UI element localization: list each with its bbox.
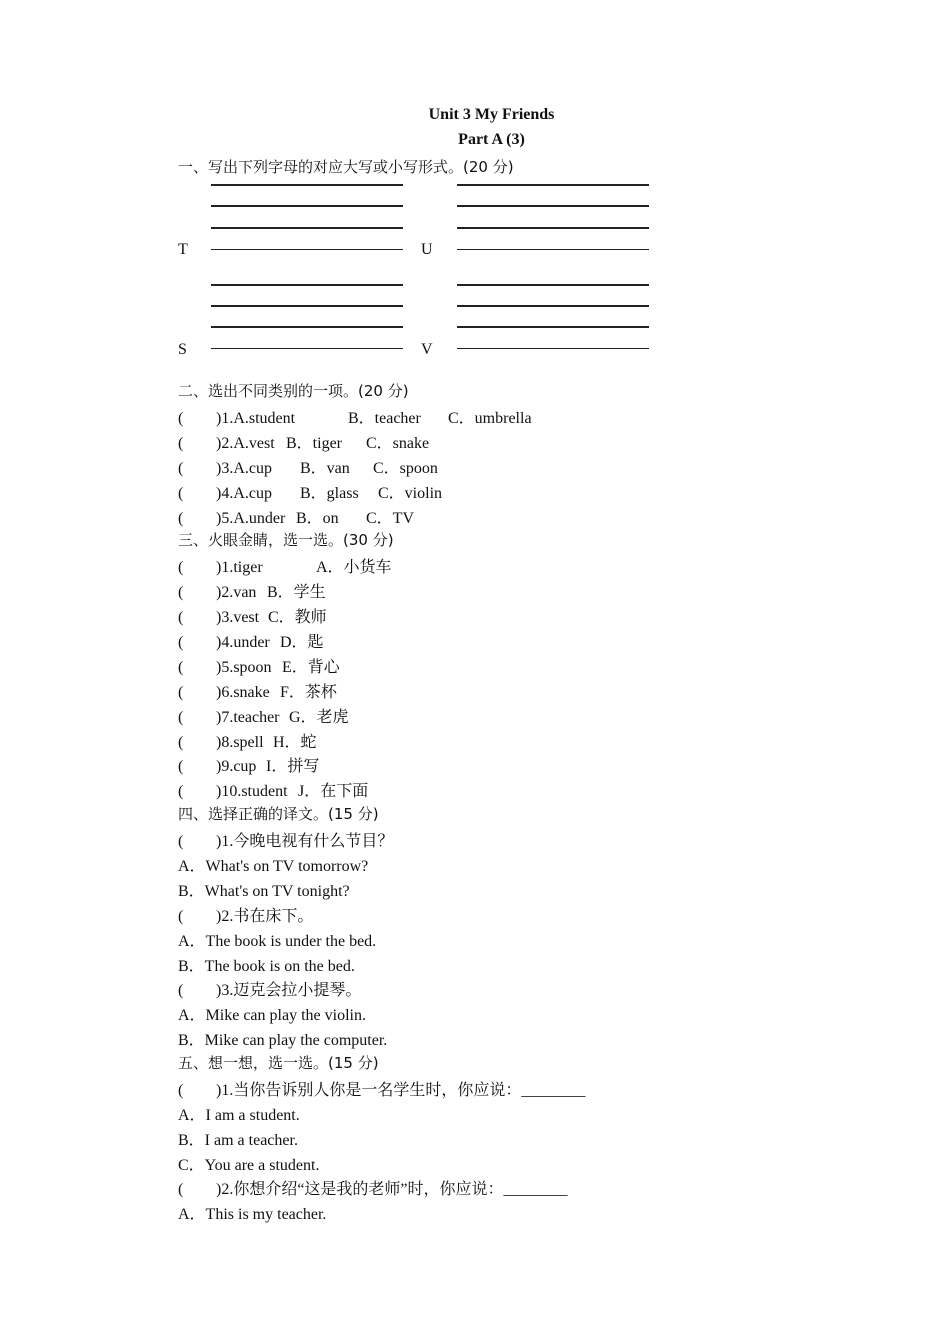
option-line bbox=[178, 1102, 300, 1125]
question-text: )5.spoon bbox=[216, 659, 272, 676]
option-c: C．snake bbox=[366, 435, 430, 452]
writing-line bbox=[211, 184, 403, 186]
answer-paren[interactable]: ( bbox=[178, 410, 184, 427]
question-text: )2.van bbox=[216, 584, 257, 601]
match-option: G．老虎 bbox=[289, 709, 349, 726]
letter-u: U bbox=[421, 241, 433, 258]
writing-line bbox=[211, 205, 403, 207]
question-row bbox=[178, 729, 317, 752]
writing-line bbox=[457, 249, 649, 250]
question-text: )1.当你告诉别人你是一名学生时，你应说：________ bbox=[216, 1082, 586, 1099]
option-line bbox=[178, 928, 376, 951]
writing-line bbox=[457, 227, 649, 229]
question-row bbox=[178, 505, 414, 528]
question-row bbox=[178, 654, 340, 677]
answer-paren[interactable]: ( bbox=[178, 634, 184, 651]
worksheet-subtitle: Part A (3) bbox=[458, 131, 525, 148]
question-row bbox=[178, 828, 393, 851]
option-text: C．You are a student. bbox=[178, 1157, 320, 1174]
option-b: B．tiger bbox=[286, 435, 342, 452]
section2-heading: 二、选出不同类别的一项。(20 分) bbox=[178, 382, 409, 400]
question-text: )6.snake bbox=[216, 684, 270, 701]
question-row bbox=[178, 554, 392, 577]
answer-paren[interactable]: ( bbox=[178, 659, 184, 676]
question-text: )2.你想介绍“这是我的老师”时，你应说：________ bbox=[216, 1181, 568, 1198]
match-option: D．匙 bbox=[280, 634, 324, 651]
option-text: B．What's on TV tonight? bbox=[178, 883, 350, 900]
section1-heading: 一、写出下列字母的对应大写或小写形式。(20 分) bbox=[178, 158, 514, 176]
match-option: J．在下面 bbox=[298, 783, 369, 800]
answer-paren[interactable]: ( bbox=[178, 1181, 184, 1198]
answer-paren[interactable]: ( bbox=[178, 709, 184, 726]
question-text: )3.迈克会拉小提琴。 bbox=[216, 982, 362, 999]
question-text: )10.student bbox=[216, 783, 288, 800]
question-row bbox=[178, 430, 429, 453]
match-option: I．拼写 bbox=[266, 758, 320, 775]
option-c: C．spoon bbox=[373, 460, 438, 477]
match-option: C．教师 bbox=[268, 609, 327, 626]
answer-paren[interactable]: ( bbox=[178, 584, 184, 601]
question-row bbox=[178, 604, 327, 627]
option-text: B．Mike can play the computer. bbox=[178, 1032, 388, 1049]
answer-paren[interactable]: ( bbox=[178, 684, 184, 701]
answer-paren[interactable]: ( bbox=[178, 559, 184, 576]
question-text: )1.A.student bbox=[216, 410, 296, 427]
question-row bbox=[178, 405, 532, 428]
question-row bbox=[178, 778, 368, 801]
option-c: C．violin bbox=[378, 485, 443, 502]
answer-paren[interactable]: ( bbox=[178, 510, 184, 527]
option-text: A．The book is under the bed. bbox=[178, 933, 377, 950]
option-b: B．on bbox=[296, 510, 339, 527]
answer-paren[interactable]: ( bbox=[178, 734, 184, 751]
question-text: )1.今晚电视有什么节目？ bbox=[216, 833, 394, 850]
writing-line bbox=[211, 326, 403, 328]
question-row bbox=[178, 903, 313, 926]
answer-paren[interactable]: ( bbox=[178, 485, 184, 502]
answer-paren[interactable]: ( bbox=[178, 435, 184, 452]
answer-paren[interactable]: ( bbox=[178, 758, 184, 775]
option-text: A．What's on TV tomorrow? bbox=[178, 858, 369, 875]
option-b: B．van bbox=[300, 460, 350, 477]
question-text: )2.A.vest bbox=[216, 435, 275, 452]
section4-heading: 四、选择正确的译文。(15 分) bbox=[178, 805, 379, 823]
option-b: B．teacher bbox=[348, 410, 421, 427]
question-text: )3.vest bbox=[216, 609, 260, 626]
question-row bbox=[178, 977, 361, 1000]
question-row bbox=[178, 753, 319, 776]
option-text: A．I am a student. bbox=[178, 1107, 300, 1124]
option-line bbox=[178, 953, 355, 976]
option-line bbox=[178, 1201, 326, 1224]
question-row bbox=[178, 1176, 568, 1199]
option-line bbox=[178, 1002, 366, 1025]
match-option: E．背心 bbox=[282, 659, 340, 676]
question-row bbox=[178, 455, 438, 478]
writing-line bbox=[211, 249, 403, 250]
option-text: B．I am a teacher. bbox=[178, 1132, 298, 1149]
writing-line bbox=[211, 284, 403, 286]
question-text: )4.under bbox=[216, 634, 270, 651]
question-row bbox=[178, 480, 442, 503]
letter-v: V bbox=[421, 341, 433, 358]
option-text: A．This is my teacher. bbox=[178, 1206, 327, 1223]
question-text: )9.cup bbox=[216, 758, 257, 775]
match-option: B．学生 bbox=[267, 584, 326, 601]
question-text: )3.A.cup bbox=[216, 460, 272, 477]
question-row bbox=[178, 679, 337, 702]
writing-line bbox=[457, 326, 649, 328]
answer-paren[interactable]: ( bbox=[178, 833, 184, 850]
question-text: )4.A.cup bbox=[216, 485, 272, 502]
option-line bbox=[178, 1027, 387, 1050]
writing-line bbox=[211, 305, 403, 307]
question-row bbox=[178, 1077, 585, 1100]
option-line bbox=[178, 853, 368, 876]
answer-paren[interactable]: ( bbox=[178, 460, 184, 477]
writing-line bbox=[211, 227, 403, 229]
option-line bbox=[178, 878, 350, 901]
writing-line bbox=[457, 205, 649, 207]
question-text: )7.teacher bbox=[216, 709, 280, 726]
option-line bbox=[178, 1152, 319, 1175]
letter-t: T bbox=[178, 241, 188, 258]
writing-line bbox=[457, 348, 649, 349]
worksheet-title: Unit 3 My Friends bbox=[428, 106, 555, 123]
section5-heading: 五、想一想，选一选。(15 分) bbox=[178, 1054, 379, 1072]
question-row bbox=[178, 629, 324, 652]
option-text: B．The book is on the bed. bbox=[178, 958, 355, 975]
option-text: A．Mike can play the violin. bbox=[178, 1007, 366, 1024]
answer-paren[interactable]: ( bbox=[178, 609, 184, 626]
option-c: C．umbrella bbox=[448, 410, 532, 427]
writing-line bbox=[457, 184, 649, 186]
question-text: )5.A.under bbox=[216, 510, 286, 527]
question-text: )2.书在床下。 bbox=[216, 908, 314, 925]
section3-heading: 三、火眼金睛，选一选。(30 分) bbox=[178, 531, 394, 549]
answer-paren[interactable]: ( bbox=[178, 982, 184, 999]
answer-paren[interactable]: ( bbox=[178, 1082, 184, 1099]
option-b: B．glass bbox=[300, 485, 359, 502]
writing-line bbox=[457, 284, 649, 286]
option-line bbox=[178, 1127, 298, 1150]
question-text: )8.spell bbox=[216, 734, 264, 751]
question-row bbox=[178, 704, 349, 727]
match-option: F．茶杯 bbox=[280, 684, 337, 701]
option-c: C．TV bbox=[366, 510, 415, 527]
writing-line bbox=[211, 348, 403, 349]
question-text: )1.tiger bbox=[216, 559, 263, 576]
answer-paren[interactable]: ( bbox=[178, 908, 184, 925]
writing-line bbox=[457, 305, 649, 307]
letter-s: S bbox=[178, 341, 187, 358]
match-option: H．蛇 bbox=[273, 734, 317, 751]
match-option: A．小货车 bbox=[316, 559, 392, 576]
answer-paren[interactable]: ( bbox=[178, 783, 184, 800]
question-row bbox=[178, 579, 326, 602]
